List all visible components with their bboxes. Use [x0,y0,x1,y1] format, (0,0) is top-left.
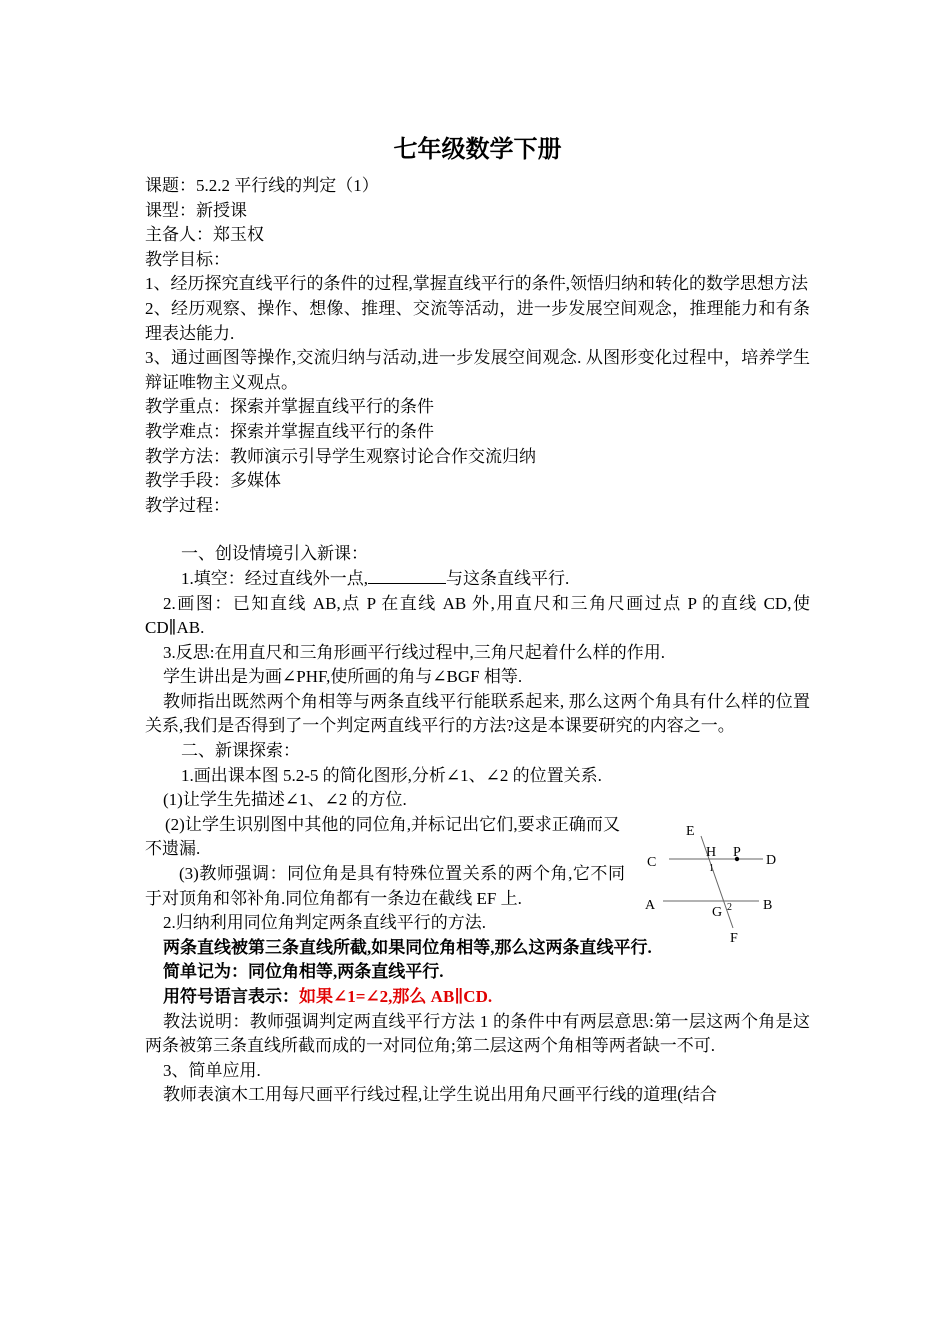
reflect-task: 3.反思:在用直尺和三角形画平行线过程中,三角尺起着什么样的作用. [163,642,665,662]
label-f: F [730,931,738,946]
label-h: H [706,845,717,860]
goal-3: 3、通过画图等操作,交流归纳与活动,进一步发展空间观念. 从图形变化过程中，培养学生辩证唯物主义观点。 [145,348,810,392]
label-e: E [686,824,695,839]
draw-task: 2.画图：已知直线 AB,点 P 在直线 AB 外,用直尺和三角尺画过点 P 的直线 CD,使 CD∥AB. [145,593,810,638]
document-page [145,130,810,1108]
explore-task-1b: (2)让学生识别图中其他的同位角,并标记出它们,要求正确而又不遗漏. [145,814,620,859]
section1-heading: 一、创设情境引入新课： [181,544,368,564]
symbol-expression: 如果∠1=∠2,那么 AB∥CD. [299,987,493,1006]
key-point-line: 教学重点：探索并掌握直线平行的条件 [145,397,434,417]
means-line: 教学手段：多媒体 [145,471,281,491]
label-angle-2: 2 [727,902,732,913]
goal-1: 1、经历探究直线平行的条件的过程,掌握直线平行的条件,领悟归纳和转化的数学思想方法 [145,274,808,294]
label-a: A [645,898,656,913]
parallel-lines-figure [641,818,791,948]
apply-heading: 3、简单应用. [163,1060,261,1080]
student-answer: 学生讲出是为画∠PHF,使所画的角与∠BGF 相等. [163,667,523,687]
method-explanation: 教法说明：教师强调判定两直线平行方法 1 的条件中有两层意思:第一层这两个角是这两条被第三条直线所截而成的一对同位角;第二层这两个角相等两者缺一不可. [145,1011,810,1056]
fill-in-line [145,567,810,592]
label-angle-1: 1 [709,863,714,874]
goal-2: 2、经历观察、操作、想像、推理、交流等活动，进一步发展空间观念，推理能力和有条理表达能力. [145,298,810,343]
explore-task-1c: (3)教师强调：同位角是具有特殊位置关系的两个角,它不同于对顶角和邻补角.同位角都有一条边在截线 EF 上. [145,864,625,908]
method-line: 教学方法：教师演示引导学生观察讨论合作交流归纳 [145,446,536,466]
explore-task-2: 2.归纳利用同位角判定两条直线平行的方法. [163,913,486,933]
explore-task-1: 1.画出课本图 5.2-5 的简化图形,分析∠1、∠2 的位置关系. [181,765,602,785]
goals-label: 教学目标： [145,249,230,269]
topic-line: 课题：5.2.2 平行线的判定（1） [145,176,379,195]
fill-in-blank [368,567,446,584]
label-p: P [733,845,741,860]
explore-task-1a: (1)让学生先描述∠1、∠2 的方位. [163,790,407,810]
process-line: 教学过程： [145,495,230,515]
rule-short: 简单记为：同位角相等,两条直线平行. [163,962,444,982]
label-g: G [712,905,723,920]
teacher-note: 教师指出既然两个角相等与两条直线平行能联系起来, 那么这两个角具有什么样的位置关系,我们是否得到了一个判定两直线平行的方法?这是本课要研究的内容之一。 [145,691,810,736]
rule-statement: 两条直线被第三条直线所截,如果同位角相等,那么这两条直线平行. [163,937,652,957]
label-d: D [766,853,777,868]
symbol-label: 用符号语言表示： [163,987,299,1006]
spacer [145,518,810,542]
label-c: C [647,855,657,870]
page-title: 七年级数学下册 [393,137,562,163]
section2-heading: 二、新课探索： [181,741,300,761]
fill-in-prefix: 1.填空：经过直线外一点, [181,568,368,588]
fill-in-suffix: 与这条直线平行. [446,568,570,588]
label-b: B [763,898,773,913]
difficulty-line: 教学难点：探索并掌握直线平行的条件 [145,421,434,441]
apply-text: 教师表演木工用每尺画平行线过程,让学生说出用角尺画平行线的道理(结合 [163,1085,717,1105]
preparer-line: 主备人：郑玉权 [145,225,264,245]
symbol-line [145,985,810,1010]
lesson-type-line: 课型：新授课 [145,200,247,220]
